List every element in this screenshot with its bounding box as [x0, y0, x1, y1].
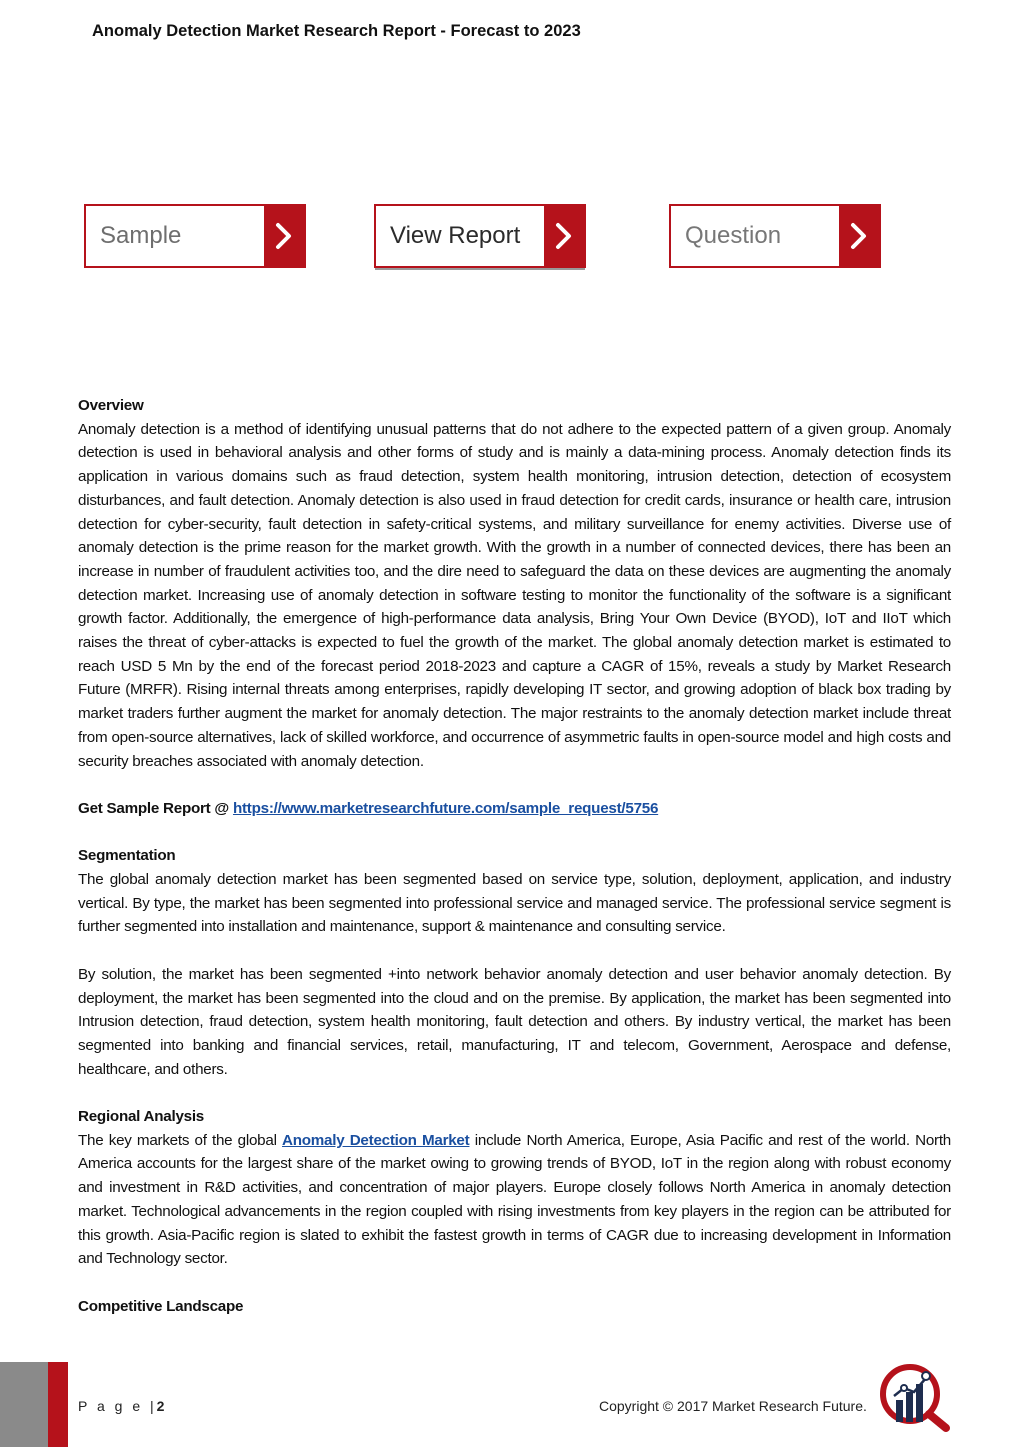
anomaly-detection-market-link[interactable]: Anomaly Detection Market: [282, 1131, 470, 1149]
sample-report-line: [78, 797, 951, 821]
competitive-heading: Competitive Landscape: [78, 1297, 244, 1315]
regional-text-after: include North America, Europe, Asia Pacific and rest of the world. North America accounts for the largest share of the market owing to growing trends of BYOD, IoT in the region along with robust economy and investment in R&D activities, and concentration of major players. Europe closely follows North America in anomaly detection market. Technological advancements in the region coupled with rising investments from key players in the region can be attributed for this growth. Asia-Pacific region is slated to exhibit the fastest growth in terms of CAGR due to increasing development in Information and Technology sector.: [78, 1131, 952, 1268]
segmentation-heading: Segmentation: [78, 847, 176, 865]
question-button-label: Question: [685, 222, 782, 249]
segmentation-paragraph-1: The global anomaly detection market has been segmented based on service type, solution, deployment, application, and industry vertical. By type, the market has been segmented into professional service and managed service. The professional service segment is further segmented into installation and maintenance, support & maintenance and consulting service.: [78, 871, 951, 936]
segmentation-paragraph-2: By solution, the market has been segmented +into network behavior anomaly detection and user behavior anomaly detection. By deployment, the market has been segmented into the cloud and on the premise. By application, the market has been segmented into Intrusion detection, fraud detection, system health monitoring, fault detection and others. By industry vertical, the market has been segmented into banking and financial services, retail, manufacturing, IT and telecom, Government, Aerospace and defense, healthcare, and others.: [78, 965, 951, 1078]
overview-paragraph: Anomaly detection is a method of identifying unusual patterns that do not adhere to the expected pattern of a given group. Anomaly detection is used in behavioral analysis and other forms of study and is mainly a data-mining process. Anomaly detection finds its application in various domains such as fraud detection, system health monitoring, intrusion detection, detection of ecosystem disturbances, and fault detection. Anomaly detection is also used in fraud detection for credit cards, insurance or health care, intrusion detection for cyber-security, fault detection in safety-critical systems, and military surveillance for enemy activities. Diverse use of anomaly detection is the prime reason for the market growth. With the growth in a number of connected devices, there has been an increase in number of fraudulent activities too, and the dire need to safeguard the data on these devices are augmenting the anomaly detection market. Increasing use of anomaly detection in software testing to monitor the functionality of the software is a significant growth factor. Additionally, the emergence of high-performance data analysis, Bring Your Own Device (BYOD), IoT and IIoT which raises the threat of cyber-attacks is expected to fuel the growth of the market. The global anomaly detection market is estimated to reach USD 5 Mn by the end of the forecast period 2018-2023 and capture a CAGR of 15%, reveals a study by Market Research Future (MRFR). Rising internal threats among enterprises, rapidly developing IT sector, and growing adoption of black box trading by market traders further augment the market for anomaly detection. The major restraints to the anomaly detection market include threat from open-source alternatives, lack of skilled workforce, and occurrence of asymmetric faults in open-source model and high costs and security breaches associated with anomaly detection.: [78, 420, 951, 770]
copyright-text: Copyright © 2017 Market Research Future.: [599, 1398, 867, 1414]
page-number: 2: [156, 1398, 165, 1414]
page-label: P a g e |: [78, 1398, 157, 1414]
document-title: Anomaly Detection Market Research Report - Forecast to 2023: [92, 22, 581, 40]
chevron-right-icon: [264, 206, 304, 266]
footer-grey-bar: [0, 1362, 48, 1447]
sample-report-link[interactable]: https://www.marketresearchfuture.com/sample_request/5756: [232, 799, 659, 817]
chevron-right-icon: [839, 206, 879, 266]
sample-report-label: Get Sample Report @: [78, 799, 233, 817]
question-button[interactable]: [669, 204, 881, 268]
regional-paragraph: [78, 1129, 951, 1271]
regional-heading: Regional Analysis: [78, 1108, 205, 1126]
view-report-button[interactable]: [374, 204, 586, 268]
sample-button-label: Sample: [100, 222, 182, 249]
footer-red-bar: [48, 1362, 68, 1447]
regional-text-before: The key markets of the global: [78, 1131, 283, 1149]
overview-heading: Overview: [78, 397, 144, 414]
document-body: [78, 394, 951, 1318]
chevron-right-icon: [544, 206, 584, 266]
sample-button[interactable]: [84, 204, 306, 268]
page-indicator: [78, 1398, 164, 1414]
view-report-button-label: View Report: [390, 222, 521, 249]
market-research-future-logo-icon: [874, 1362, 954, 1432]
